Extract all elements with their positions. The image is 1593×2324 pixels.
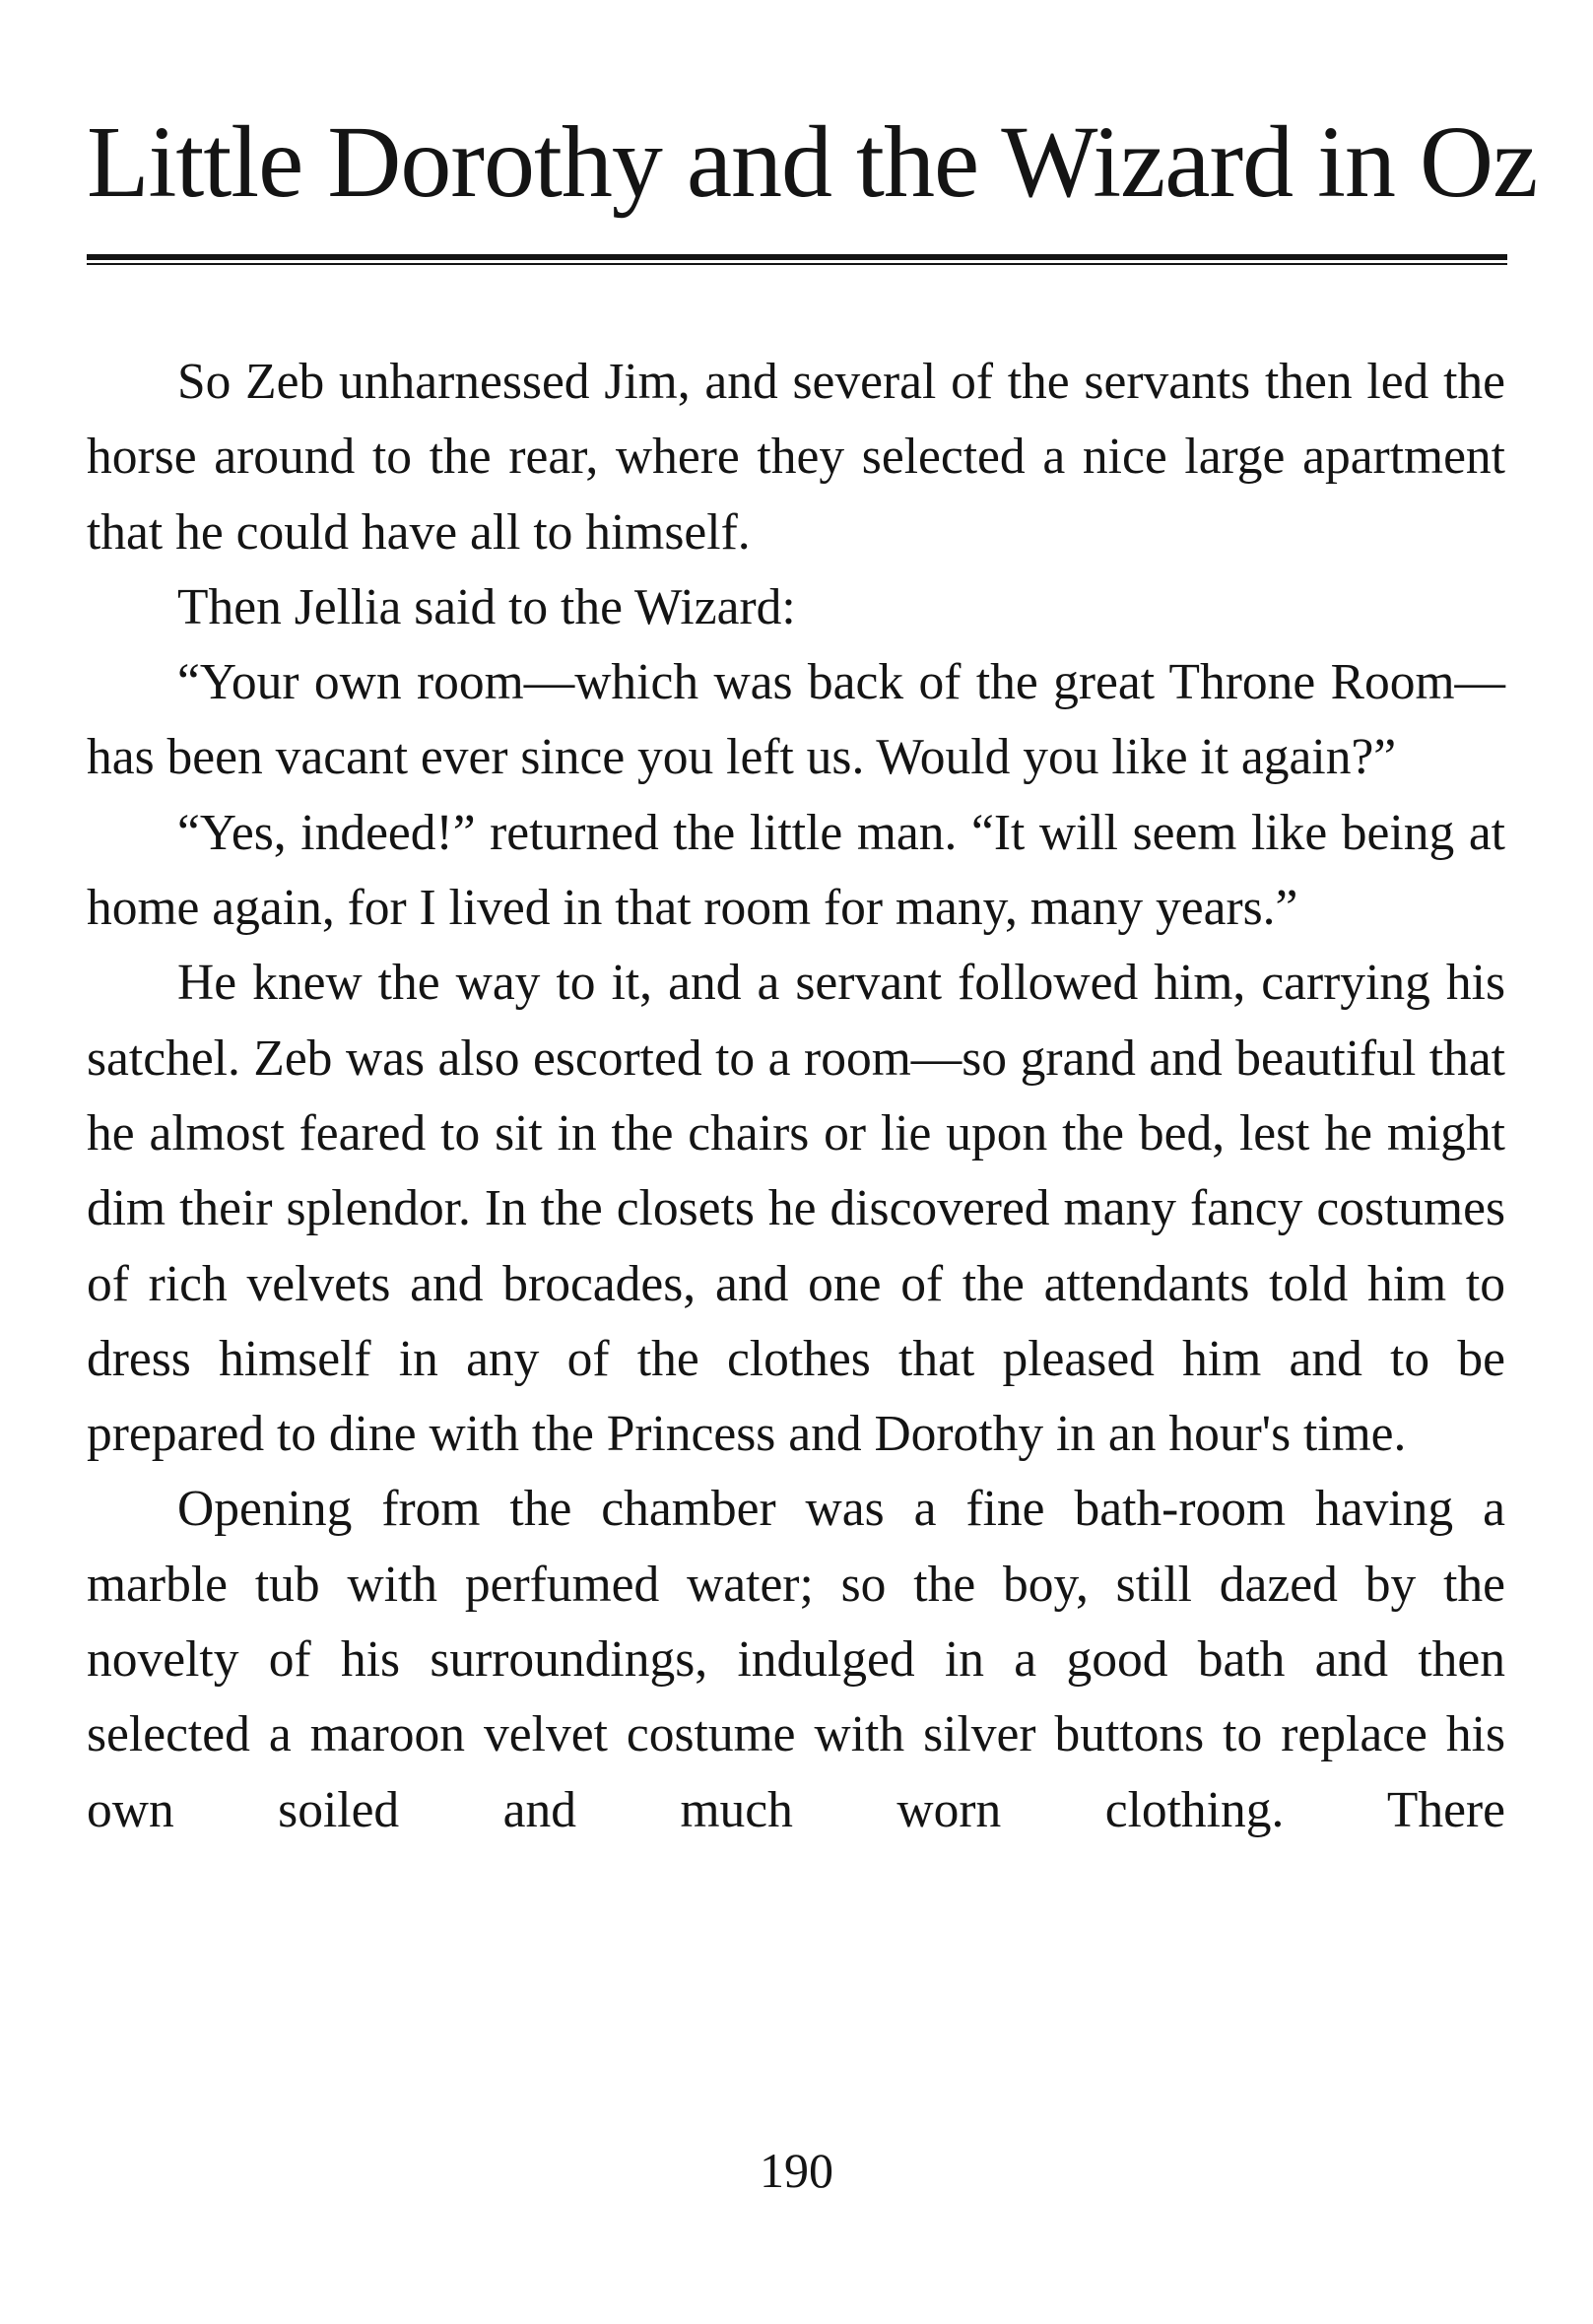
header-rule [87,254,1507,265]
paragraph: Opening from the chamber was a fine bath-room having a marble tub with perfumed water; so the boy, still dazed by the novelty of his surroundings, indulged in a good bath and then selected a maroon velvet costume with silver buttons to replace his own soiled and much worn clothing. There [87,1481,1505,1838]
running-title: Little Dorothy and the Wizard in Oz [87,105,1538,219]
paragraph: “Your own room—which was back of the great Throne Room—has been vacant ever since you left us. Would you like it again?” [87,654,1505,786]
page-number: 190 [760,2143,833,2198]
paragraph: So Zeb unharnessed Jim, and several of the servants then led the horse around to the rear, where they selected a nice large apartment that he could have all to himself. [87,354,1505,561]
paragraph: He knew the way to it, and a servant followed him, carrying his satchel. Zeb was also escorted to a room—so grand and beautiful that he almost feared to sit in the chairs or lie upon the bed, lest he might dim their splendor. In the closets he discovered many fancy costumes of rich velvets and brocades, and one of the attendants told him to dress himself in any of the clothes that pleased him and to be prepared to dine with the Princess and Dorothy in an hour's time. [87,955,1505,1463]
body-text [87,345,1505,1848]
paragraph: “Yes, indeed!” returned the little man. “It will seem like being at home again, for I lived in that room for many, many years.” [87,804,1505,937]
paragraph: Then Jellia said to the Wizard: [177,578,796,635]
